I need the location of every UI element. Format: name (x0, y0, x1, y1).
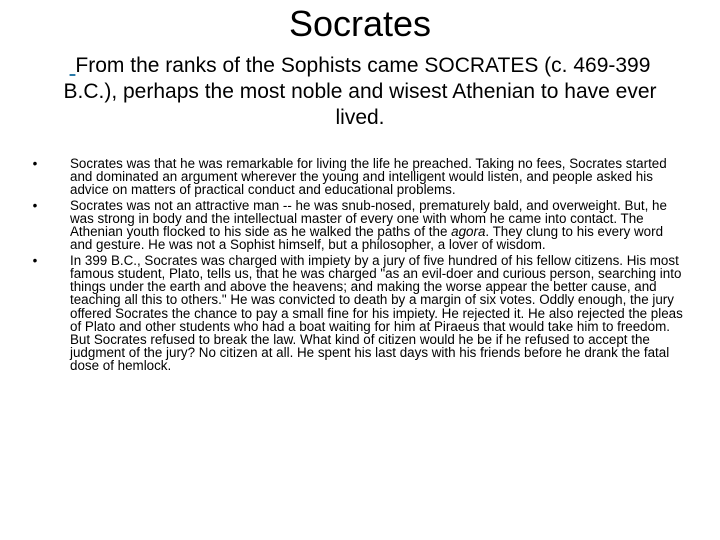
bullet-text: Socrates was that he was remarkable for living the life he preached. Taking no fees, Socrates started and dominated an argument wherever the young and intelligent would listen, and people asked his advice on matters of practical conduct and educational problems. (70, 156, 667, 198)
intro-text: From the ranks of the Sophists came SOCRATES (c. 469-399 B.C.), perhaps the most noble and wisest Athenian to have ever lived. (63, 54, 657, 129)
bullet-icon: • (32, 156, 38, 171)
list-item (28, 157, 688, 196)
list-item (28, 254, 688, 371)
slide-title: Socrates (288, 3, 432, 44)
intro-paragraph (40, 53, 680, 131)
bullet-icon: • (32, 198, 38, 214)
bullet-text-part: Socrates was not an attractive man -- he was snub-nosed, prematurely bald, and overweight. But, he was strong in body and the intellectual master of every one with whom he came into contact. The Athenian youth flocked to his side as he walked the paths of the (70, 198, 667, 240)
bullet-text-part: . They clung to his every word and gesture. He was not a Sophist himself, but a philosopher, a lover of wisdom. (70, 224, 664, 253)
bullet-text (70, 199, 688, 251)
bullet-icon: • (32, 253, 38, 269)
bullet-text: In 399 B.C., Socrates was charged with impiety by a jury of five hundred of his fellow citizens. His most famous student, Plato, tells us, that he was charged "as an evil-doer and curious person, searching into things under the earth and above the heavens; and making the worse appear the better cause, and teaching all this to others." He was convicted to death by a margin of six votes. Oddly enough, the jury offered Socrates the chance to pay a small fine for his impiety. He rejected it. He also rejected the pleas of Plato and other students who had a boat waiting for him at Piraeus that would take him to freedom. But Socrates refused to break the law. What kind of citizen would he be if he refused to accept the judgment of the jury? No citizen at all. He spent his last days with his friends before he drank the fatal dose of hemlock. (70, 253, 683, 373)
list-item (28, 199, 688, 251)
italic-term: agora (451, 224, 486, 240)
bullet-list (28, 157, 688, 375)
